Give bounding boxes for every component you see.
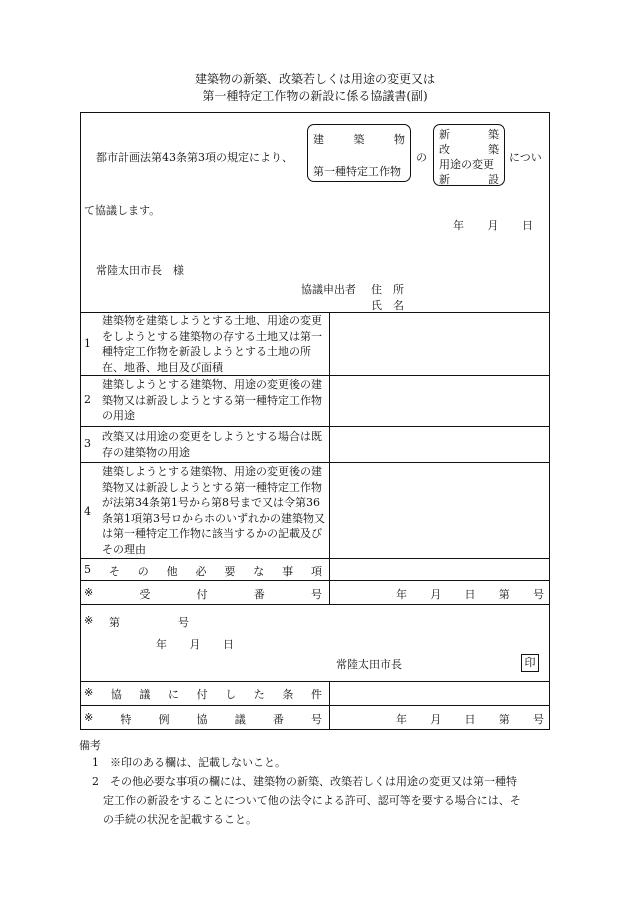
special-date-number: 年 月 日 第 号 [396,713,544,726]
item1-text: 建築物を建築しようとする土地、用途の変更をしようとする建築物の存する土地又は第一種特定工作物を新設しようとする土地の所在、地番、地目及び面積 [102,314,322,374]
rule-conditions [80,705,550,706]
number-dai: 第 [109,616,120,629]
column-divider-lower [329,681,330,730]
receipt-date-number: 年 月 日 第 号 [396,588,544,601]
applicant-label: 協議申出者 [301,283,356,296]
rule-item1 [80,375,550,376]
conditions-label: ※ 協 議 に 付 し た 条 件 [84,686,322,701]
header-date: 年 月 日 [453,219,533,232]
particle-no: の [416,151,427,164]
brace2-row4: 新 設 [439,173,499,186]
rule-number-block [80,681,550,682]
item3-text: 改築又は用途の変更をしようとする場合は既存の建築物の用途 [102,430,322,459]
address-label: 住 所 [371,283,404,296]
item4-text: 建築しようとする建築物、用途の変更後の建築物又は新設しようとする第一種特定工作物が法第34条第1号から第8号まで又は令第36条第1項第3号ロからホのいずれかの建築物又は第一種特定工作物に該当するかの記載及びその理由 [102,465,325,556]
special-label: ※ 特 例 協 議 番 号 [84,711,322,726]
number-date: 年 月 日 [156,638,234,651]
brace2-row1: 新 築 [439,128,499,141]
name-label: 氏 名 [371,299,404,312]
document-title-line1: 建築物の新築、改築若しくは用途の変更又は [194,72,435,86]
note-2-line2: 定工作の新設をすることについて他の法令による許可、認可等を要する場合には、そ [103,794,521,807]
number-mark: ※ [84,614,94,627]
brace1-line1: 建 築 物 [313,133,405,146]
note-1: 1 ※印のある欄は、記載しないこと。 [92,756,286,769]
rule-item5 [80,580,550,581]
item3-number: 3 [84,437,91,450]
rule-receipt [80,604,550,605]
item1-number: 1 [84,337,91,350]
item2-number: 2 [84,393,91,406]
brace1-line2: 第一種特定工作物 [313,165,401,178]
header-tsui: につい [509,151,542,164]
item4-number: 4 [84,505,91,518]
mayor-label: 常陸太田市長 [336,658,402,671]
note-2-line1: 2 その他必要な事項の欄には、建築物の新築、改築若しくは用途の変更又は第一種特 [92,775,517,788]
document-title-line2: 第一種特定工作物の新設に係る協議書(副) [202,89,428,103]
item2-text: 建築しようとする建築物、用途の変更後の建築物又は新設しようとする第一種特定工作物の用途 [102,378,322,422]
note-2-line3: の手続の状況を記載すること。 [103,813,257,826]
header-lead: 都市計画法第43条第3項の規定により、 [96,151,293,164]
notes-heading: 備考 [79,739,101,752]
brace2-row2: 改 築 [439,143,499,156]
rule-item3 [80,462,550,463]
rule-item2 [80,426,550,427]
rule-item4 [80,558,550,559]
item5-label: 5 そ の 他 必 要 な 事 項 [84,563,322,578]
seal-mark: 印 [521,654,539,672]
header-kyogi: て協議します。 [84,204,161,217]
receipt-label: ※ 受 付 番 号 [84,586,322,601]
addressee: 常陸太田市長 様 [96,264,184,277]
number-go: 号 [178,616,189,629]
column-divider-upper [329,312,330,604]
brace2-row3: 用途の変更 [439,158,494,171]
